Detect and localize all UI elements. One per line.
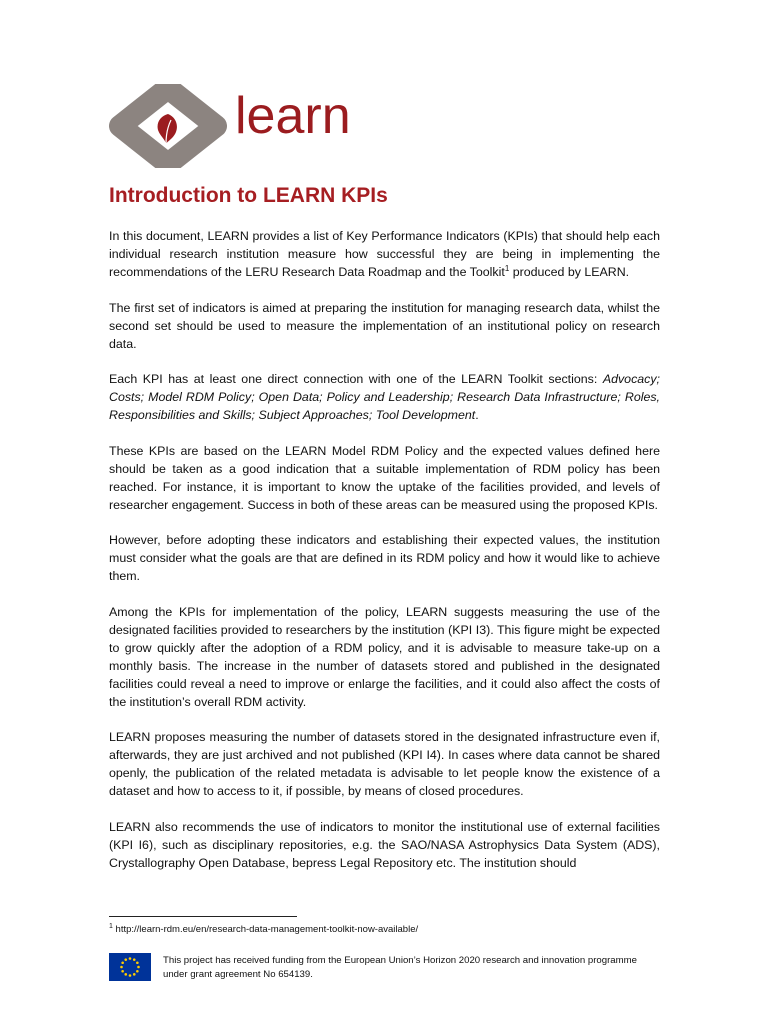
paragraph-facilities-use: Among the KPIs for implementation of the policy, LEARN suggests measuring the use of the designated facilities provided to researchers by the institution (KPI I3). This figure might be expected to grow quickly after the adoption of a RDM policy, and it is advisable to measure take-up on a monthly basis. The increase in the number of datasets stored and published in the designated facilities could reveal a need to improve or enlarge the facilities, and it could also affect the costs of the institution’s overall RDM activity. [109,604,660,709]
paragraph-goals: However, before adopting these indicators and establishing their expected values, the institution must consider what the goals are that are defined in its RDM policy and how it would like to achieve them. [109,533,660,583]
paragraph-toolkit-sections [109,370,660,424]
footnote-link: http://learn-rdm.eu/en/research-data-management-toolkit-now-available/ [112,924,419,935]
paragraph-external-facilities: LEARN also recommends the use of indicators to monitor the institutional use of external facilities (KPI I6), such as disciplinary repositories, e.g. the SAO/NASA Astrophysics Data System (ADS), Crystallography Open Database, bepress Legal Repository etc. The institution should [109,819,660,870]
eu-flag-icon [109,953,151,981]
paragraph-datasets-stored: LEARN proposes measuring the number of datasets stored in the designated infrastructure even if, afterwards, they are just archived and not published (KPI I4). In cases where data cannot be shared openly, the publication of the related metadata is advisable to let people know the existence of a dataset and how to access to it, if possible, by means of closed procedures. [109,730,660,798]
learn-wordmark: learn [235,87,351,145]
footnote-reference: 1 [504,263,510,273]
footnote [109,924,418,936]
toolkit-section-list: Advocacy; Costs; Model RDM Policy; Open Data; Policy and Leadership; Research Data Infrastructure; Roles, Responsibilities and Skills; Subject Approaches; Tool Development [109,372,660,422]
paragraph-toolkit-tail: . [475,408,479,422]
paragraph-intro-tail: produced by LEARN. [509,265,630,279]
document-body [109,227,660,889]
funding-acknowledgement: This project has received funding from the European Union’s Horizon 2020 research and innovation programme under grant agreement No 654139. [163,955,637,980]
paragraph-indicator-sets: The first set of indicators is aimed at preparing the institution for managing research data, whilst the second set should be used to measure the implementation of an institutional policy on research data. [109,300,660,351]
footnote-marker: 1 [109,922,113,930]
page-title: Introduction to LEARN KPIs [109,184,388,207]
learn-diamond-leaf-icon [108,84,228,168]
paragraph-intro-text: In this document, LEARN provides a list of Key Performance Indicators (KPIs) that should help each individual research institution measure how successful they are being in implementing the recommendations of the LERU Research Data Roadmap and the Toolkit [109,229,660,279]
paragraph-intro [109,227,660,281]
footnote-divider [109,916,297,917]
paragraph-model-policy: These KPIs are based on the LEARN Model RDM Policy and the expected values defined here should be taken as a good indication that a suitable implementation of RDM policy has been reached. For instance, it is important to know the uptake of the facilities provided, and levels of researcher engagement. Success in both of these areas can be measured using the proposed KPIs. [109,443,660,512]
paragraph-toolkit-text: Each KPI has at least one direct connection with one of the LEARN Toolkit sections: [109,372,603,386]
learn-logo [108,84,378,168]
